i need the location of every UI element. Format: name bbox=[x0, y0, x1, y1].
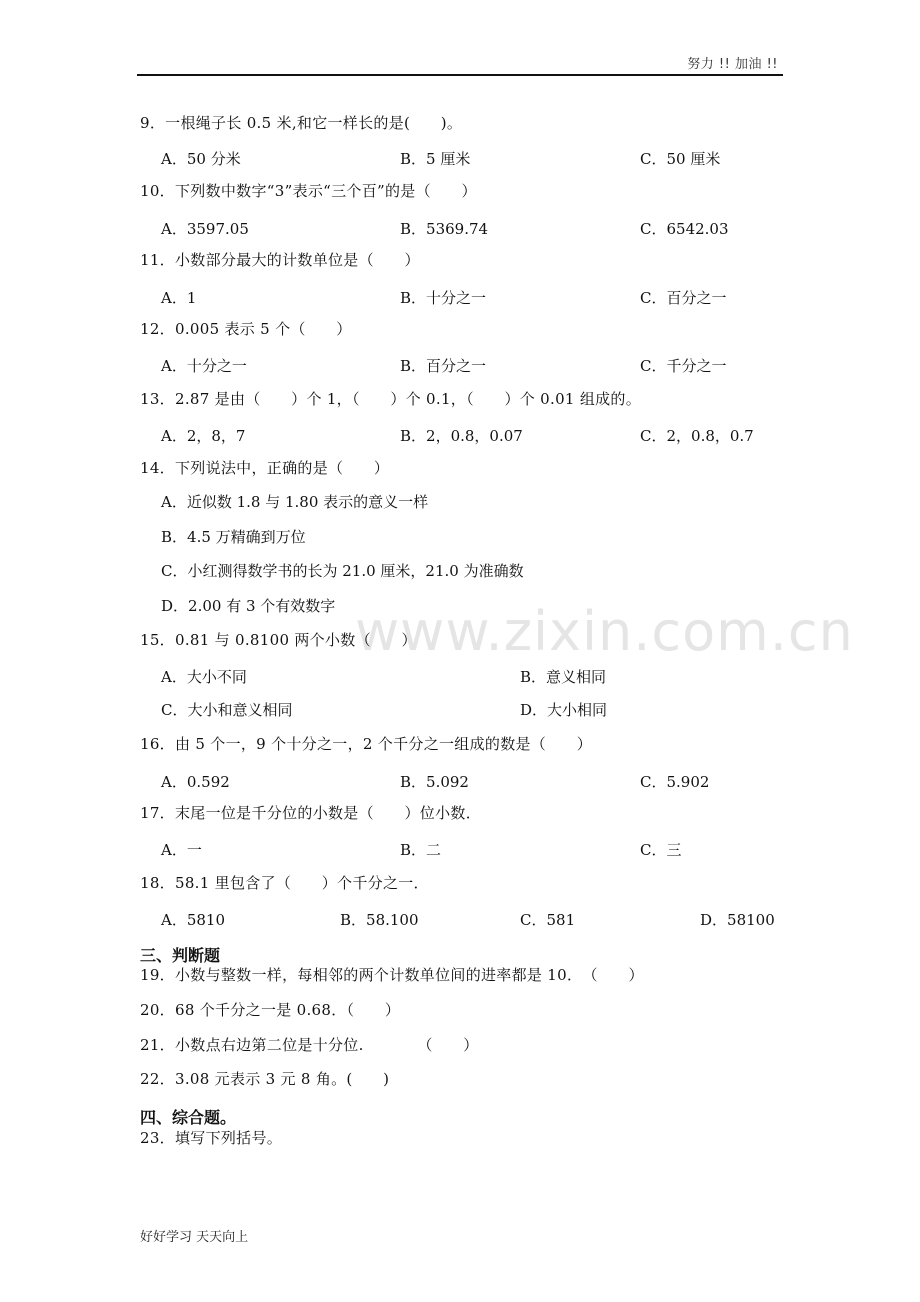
question-14: 14．下列说法中，正确的是（ ） bbox=[140, 459, 390, 477]
q10-option-c: C．6542.03 bbox=[640, 220, 729, 238]
question-12: 12．0.005 表示 5 个（ ） bbox=[140, 320, 352, 338]
header-text: 努力 !! 加油 !! bbox=[687, 57, 778, 72]
q13-option-a: A．2，8，7 bbox=[161, 427, 246, 445]
q17-option-c: C．三 bbox=[640, 841, 682, 859]
question-9: 9．一根绳子长 0.5 米,和它一样长的是( )。 bbox=[140, 114, 463, 132]
q15-option-c: C．大小和意义相同 bbox=[161, 701, 293, 719]
q10-option-b: B．5369.74 bbox=[400, 220, 489, 238]
q15-option-b: B．意义相同 bbox=[520, 668, 607, 686]
question-18: 18．58.1 里包含了（ ）个千分之一． bbox=[140, 874, 429, 892]
question-15: 15．0.81 与 0.8100 两个小数（ ） bbox=[140, 631, 417, 649]
question-19: 19．小数与整数一样，每相邻的两个计数单位间的进率都是 10． （ ） bbox=[140, 966, 644, 984]
q14-option-b: B．4.5 万精确到万位 bbox=[161, 528, 306, 546]
section-4-title: 四、综合题。 bbox=[140, 1108, 237, 1127]
q17-option-b: B．二 bbox=[400, 841, 442, 859]
q13-option-b: B．2，0.8，0.07 bbox=[400, 427, 523, 445]
question-23: 23．填写下列括号。 bbox=[140, 1129, 283, 1147]
q14-option-a: A．近似数 1.8 与 1.80 表示的意义一样 bbox=[161, 493, 429, 511]
question-17: 17．末尾一位是千分位的小数是（ ）位小数． bbox=[140, 804, 481, 822]
question-16: 16．由 5 个一，9 个十分之一，2 个千分之一组成的数是（ ） bbox=[140, 735, 592, 753]
q10-option-a: A．3597.05 bbox=[161, 220, 249, 238]
section-3-title: 三、判断题 bbox=[140, 946, 221, 965]
question-11: 11．小数部分最大的计数单位是（ ） bbox=[140, 251, 420, 269]
q18-option-d: D．58100 bbox=[700, 911, 775, 929]
q12-option-c: C．千分之一 bbox=[640, 357, 727, 375]
q13-option-c: C．2，0.8，0.7 bbox=[640, 427, 754, 445]
q12-option-a: A．十分之一 bbox=[161, 357, 247, 375]
q16-option-a: A．0.592 bbox=[161, 773, 230, 791]
q9-option-c: C．50 厘米 bbox=[640, 150, 721, 168]
q17-option-a: A．一 bbox=[161, 841, 202, 859]
q15-option-d: D．大小相同 bbox=[520, 701, 608, 719]
q16-option-c: C．5.902 bbox=[640, 773, 710, 791]
q14-option-c: C．小红测得数学书的长为 21.0 厘米，21.0 为准确数 bbox=[161, 562, 524, 580]
question-13: 13．2.87 是由（ ）个 1，（ ）个 0.1，（ ）个 0.01 组成的。 bbox=[140, 390, 642, 408]
q18-option-a: A．5810 bbox=[161, 911, 226, 929]
q11-option-a: A．1 bbox=[161, 289, 197, 307]
q14-option-d: D．2.00 有 3 个有效数字 bbox=[161, 597, 336, 615]
watermark: www.zixin.com.cn bbox=[355, 600, 854, 663]
q11-option-c: C．百分之一 bbox=[640, 289, 727, 307]
q16-option-b: B．5.092 bbox=[400, 773, 469, 791]
q18-option-b: B．58.100 bbox=[340, 911, 419, 929]
footer-text: 好好学习 天天向上 bbox=[140, 1230, 249, 1245]
q11-option-b: B．十分之一 bbox=[400, 289, 487, 307]
q18-option-c: C．581 bbox=[520, 911, 576, 929]
question-20: 20．68 个千分之一是 0.68．（ ） bbox=[140, 1001, 401, 1019]
q9-option-a: A．50 分米 bbox=[161, 150, 241, 168]
header-divider bbox=[137, 74, 783, 76]
q9-option-b: B．5 厘米 bbox=[400, 150, 471, 168]
q12-option-b: B．百分之一 bbox=[400, 357, 487, 375]
question-22: 22．3.08 元表示 3 元 8 角。( ) bbox=[140, 1070, 390, 1088]
question-10: 10．下列数中数字“3”表示“三个百”的是（ ） bbox=[140, 182, 477, 200]
q15-option-a: A．大小不同 bbox=[161, 668, 247, 686]
question-21: 21．小数点右边第二位是十分位. （ ） bbox=[140, 1036, 479, 1054]
